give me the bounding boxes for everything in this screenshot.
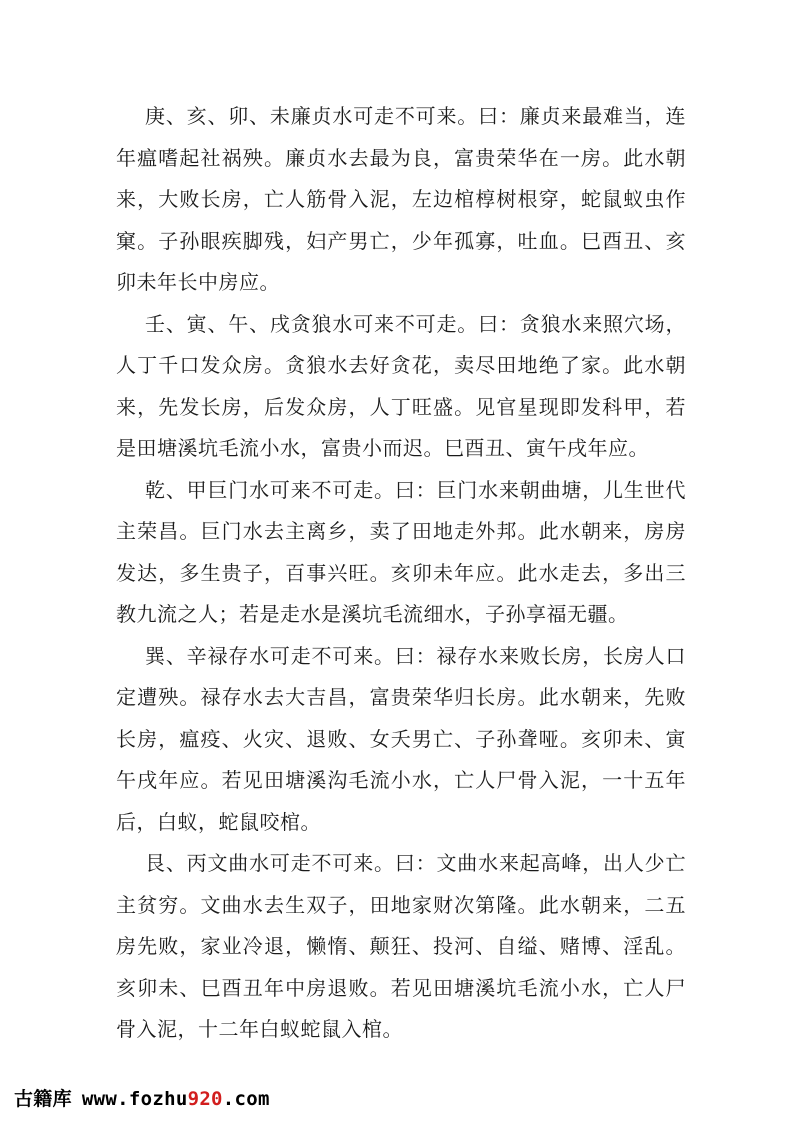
- paragraph-jumen: 乾、甲巨门水可来不可走。曰：巨门水来朝曲塘，儿生世代主荣昌。巨门水去主离乡，卖了田地走外邦。此水朝来，房房发达，多生贵子，百事兴旺。亥卯未年应。此水走去，多出三教九流之人；若是走水是溪坑毛流细水，子孙享福无疆。: [116, 477, 686, 626]
- site-url-prefix: www.: [81, 1088, 129, 1110]
- site-name: 古籍库: [14, 1088, 72, 1110]
- paragraph-tanlang: 壬、寅、午、戌贪狼水可来不可走。曰：贪狼水来照穴场，人丁千口发众房。贪狼水去好贪花，卖尽田地绝了家。此水朝来，先发长房，后发众房，人丁旺盛。见官星现即发科甲，若是田塘溪坑毛流小水，富贵小而迟。巳酉丑、寅午戌年应。: [116, 311, 686, 460]
- site-url-suffix: .com: [222, 1088, 270, 1110]
- paragraph-lianzhen: 庚、亥、卯、未廉贞水可走不可来。曰：廉贞来最难当，连年瘟嗜起社祸殃。廉贞水去最为良，富贵荣华在一房。此水朝来，大败长房，亡人筋骨入泥，左边棺椁树根穿，蛇鼠蚁虫作窠。子孙眼疾脚残，妇产男亡，少年孤寡，吐血。巳酉丑、亥卯未年长中房应。: [116, 104, 686, 294]
- paragraph-wenqu: 艮、丙文曲水可走不可来。曰：文曲水来起高峰，出人少亡主贫穷。文曲水去生双子，田地家财次第隆。此水朝来，二五房先败，家业冷退，懒惰、颠狂、投河、自缢、赌博、淫乱。亥卯未、巳酉丑年中房退败。若见田塘溪坑毛流小水，亡人尸骨入泥，十二年白蚁蛇鼠入棺。: [116, 851, 686, 1041]
- site-url-name: fozhu: [128, 1088, 188, 1110]
- paragraph-lucun: 巽、辛禄存水可走不可来。曰：禄存水来败长房，长房人口定遭殃。禄存水去大吉昌，富贵荣华归长房。此水朝来，先败长房，瘟疫、火灾、退败、女夭男亡、子孙聋哑。亥卯未、寅午戌年应。若见田塘溪沟毛流小水，亡人尸骨入泥，一十五年后，白蚁，蛇鼠咬棺。: [116, 643, 686, 834]
- site-url-digits: 920: [187, 1088, 223, 1110]
- watermark-footer: [14, 1084, 270, 1110]
- document-body: [116, 96, 686, 1051]
